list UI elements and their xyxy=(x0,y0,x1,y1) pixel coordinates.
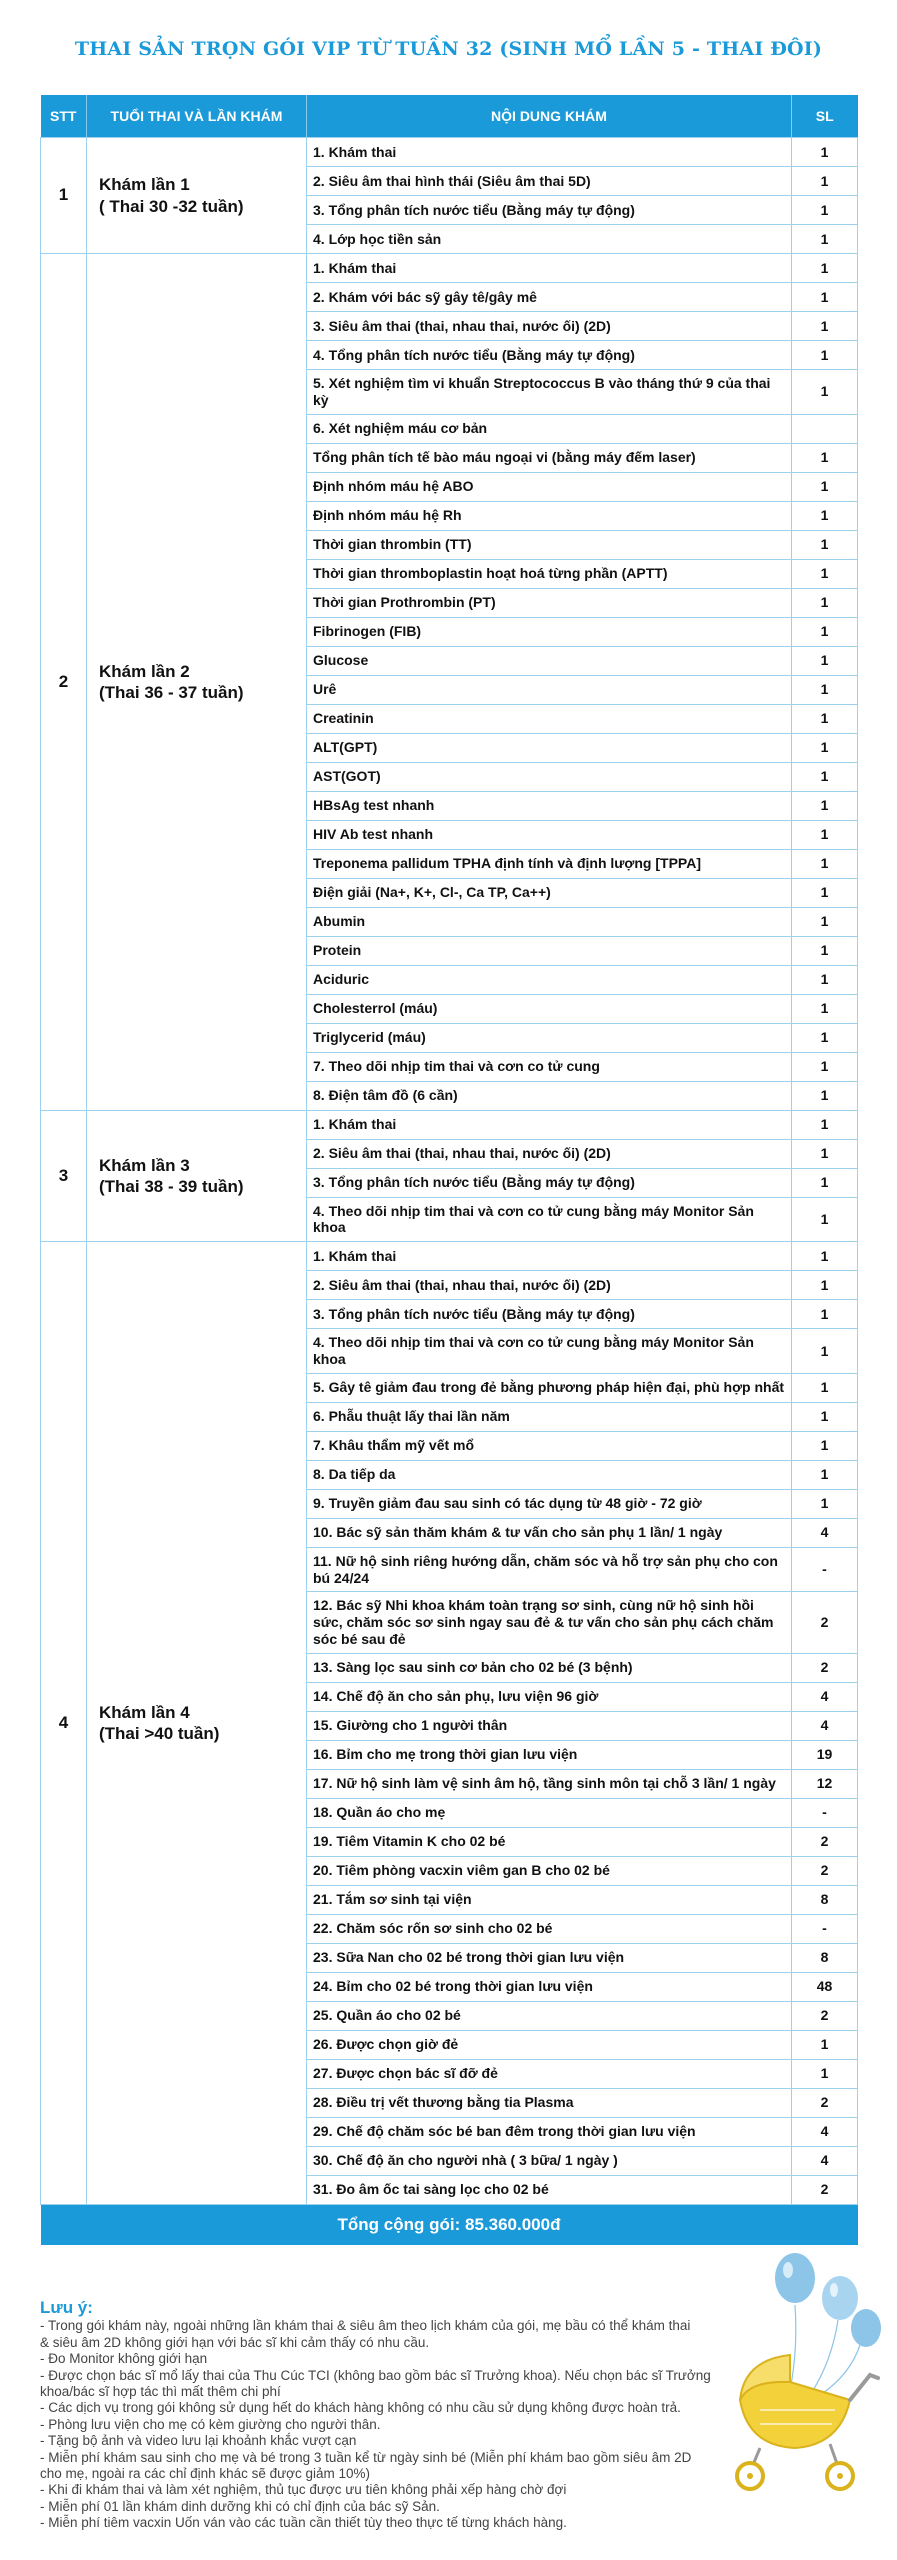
service-item: 25. Quần áo cho 02 bé xyxy=(307,2001,792,2030)
service-item: 2. Siêu âm thai (thai, nhau thai, nước ối) (2D) xyxy=(307,1271,792,1300)
service-quantity: 4 xyxy=(792,2146,858,2175)
service-quantity: 2 xyxy=(792,1592,858,1653)
service-quantity: 1 xyxy=(792,1489,858,1518)
service-item: HIV Ab test nhanh xyxy=(307,820,792,849)
service-quantity: 8 xyxy=(792,1943,858,1972)
service-item: 10. Bác sỹ sản thăm khám & tư vấn cho sản phụ 1 lần/ 1 ngày xyxy=(307,1518,792,1547)
visit-number: 3 xyxy=(41,1110,87,1242)
table-row xyxy=(41,254,858,283)
service-quantity: 1 xyxy=(792,762,858,791)
service-item: 24. Bỉm cho 02 bé trong thời gian lưu viện xyxy=(307,1972,792,2001)
service-quantity: 2 xyxy=(792,2088,858,2117)
service-item: 21. Tắm sơ sinh tại viện xyxy=(307,1885,792,1914)
service-quantity: 1 xyxy=(792,1300,858,1329)
service-quantity: 1 xyxy=(792,1081,858,1110)
service-quantity: - xyxy=(792,1914,858,1943)
service-quantity: 1 xyxy=(792,675,858,704)
service-item: Triglycerid (máu) xyxy=(307,1023,792,1052)
service-quantity: 19 xyxy=(792,1740,858,1769)
service-quantity: 1 xyxy=(792,370,858,415)
service-quantity: 1 xyxy=(792,1431,858,1460)
service-item: Fibrinogen (FIB) xyxy=(307,617,792,646)
header-stt: STT xyxy=(41,95,87,138)
note-line: - Phòng lưu viện cho mẹ có kèm giường cho người thân. xyxy=(40,2416,381,2432)
service-item: 15. Giường cho 1 người thân xyxy=(307,1711,792,1740)
baby-stroller-with-balloons-icon xyxy=(720,2210,890,2500)
service-quantity: 1 xyxy=(792,820,858,849)
service-item: Urê xyxy=(307,675,792,704)
service-item: 4. Theo dõi nhịp tim thai và cơn co tử cung bằng máy Monitor Sản khoa xyxy=(307,1329,792,1374)
service-item: Định nhóm máu hệ Rh xyxy=(307,501,792,530)
package-table xyxy=(40,95,858,2245)
service-quantity: 1 xyxy=(792,1460,858,1489)
service-quantity: 2 xyxy=(792,1856,858,1885)
service-item: 7. Theo dõi nhịp tim thai và cơn co tử cung xyxy=(307,1052,792,1081)
service-item: Glucose xyxy=(307,646,792,675)
page-title: THAI SẢN TRỌN GÓI VIP TỪ TUẦN 32 (SINH MỔ LẦN 5 - THAI ĐÔI) xyxy=(74,38,823,60)
note-line: - Khi đi khám thai và làm xét nghiệm, thủ tục được ưu tiên không phải xếp hàng chờ đợi xyxy=(40,2482,567,2498)
visit-label: Khám lần 2 xyxy=(99,661,190,681)
table-row xyxy=(41,138,858,167)
service-item: 9. Truyền giảm đau sau sinh có tác dụng từ 48 giờ - 72 giờ xyxy=(307,1489,792,1518)
service-item: 14. Chế độ ăn cho sản phụ, lưu viện 96 giờ xyxy=(307,1682,792,1711)
service-quantity: 1 xyxy=(792,196,858,225)
visit-gestation: ( Thai 30 -32 tuần) xyxy=(99,196,244,216)
service-quantity: 1 xyxy=(792,312,858,341)
service-item: Định nhóm máu hệ ABO xyxy=(307,472,792,501)
service-quantity: 1 xyxy=(792,2030,858,2059)
service-item: 7. Khâu thẩm mỹ vết mổ xyxy=(307,1431,792,1460)
visit-gestation: (Thai >40 tuần) xyxy=(99,1723,220,1743)
service-quantity: 1 xyxy=(792,1402,858,1431)
service-item: 4. Lớp học tiền sản xyxy=(307,225,792,254)
note-line: khoa/bác sĩ hợp tác thì mất thêm chi phí xyxy=(40,2384,281,2400)
service-quantity: 1 xyxy=(792,791,858,820)
service-item: ALT(GPT) xyxy=(307,733,792,762)
service-item: Abumin xyxy=(307,907,792,936)
visit-cell xyxy=(87,254,307,1111)
service-item: 11. Nữ hộ sinh riêng hướng dẫn, chăm sóc và hỗ trợ sản phụ cho con bú 24/24 xyxy=(307,1547,792,1592)
service-item: 1. Khám thai xyxy=(307,1110,792,1139)
visit-gestation: (Thai 36 - 37 tuần) xyxy=(99,682,244,702)
service-item: 4. Tổng phân tích nước tiểu (Bằng máy tự động) xyxy=(307,341,792,370)
service-quantity: 48 xyxy=(792,1972,858,2001)
service-quantity: 1 xyxy=(792,1110,858,1139)
visit-gestation: (Thai 38 - 39 tuần) xyxy=(99,1176,244,1196)
visit-number: 2 xyxy=(41,254,87,1111)
notes-title: Lưu ý: xyxy=(40,2298,93,2317)
service-quantity: 1 xyxy=(792,254,858,283)
service-item: 19. Tiêm Vitamin K cho 02 bé xyxy=(307,1827,792,1856)
service-item: 5. Gây tê giảm đau trong đẻ bằng phương pháp hiện đại, phù hợp nhất xyxy=(307,1373,792,1402)
service-quantity: 1 xyxy=(792,1242,858,1271)
service-quantity: 1 xyxy=(792,1373,858,1402)
service-item: 13. Sàng lọc sau sinh cơ bản cho 02 bé (3 bệnh) xyxy=(307,1653,792,1682)
visit-number: 4 xyxy=(41,1242,87,2205)
visit-label: Khám lần 1 xyxy=(99,175,190,195)
service-quantity: 1 xyxy=(792,283,858,312)
notes-section xyxy=(40,2300,740,2532)
service-quantity: 1 xyxy=(792,1139,858,1168)
service-quantity: 4 xyxy=(792,1711,858,1740)
visit-cell xyxy=(87,1242,307,2205)
service-quantity: 2 xyxy=(792,1653,858,1682)
service-item: HBsAg test nhanh xyxy=(307,791,792,820)
note-line: - Các dịch vụ trong gói không sử dụng hết do khách hàng không có nhu cầu sử dụng không được hoàn trả. xyxy=(40,2400,681,2416)
service-quantity: 1 xyxy=(792,936,858,965)
table-row xyxy=(41,1242,858,1271)
visit-cell xyxy=(87,138,307,254)
service-quantity: 1 xyxy=(792,2059,858,2088)
service-item: Cholesterrol (máu) xyxy=(307,994,792,1023)
note-line: - Miễn phí tiêm vacxin Uốn ván vào các tuần cần thiết tùy theo thực tế từng khách hàng. xyxy=(40,2515,567,2531)
service-item: 27. Được chọn bác sĩ đỡ đẻ xyxy=(307,2059,792,2088)
service-item: 12. Bác sỹ Nhi khoa khám toàn trạng sơ sinh, cùng nữ hộ sinh hồi sức, chăm sóc sơ sinh ngay sau đẻ & tư vấn cho sản phụ cách chăm sóc bé sau đẻ xyxy=(307,1592,792,1653)
service-item: 4. Theo dõi nhịp tim thai và cơn co tử cung bằng máy Monitor Sản khoa xyxy=(307,1197,792,1242)
service-quantity: 1 xyxy=(792,1168,858,1197)
service-item: 8. Điện tâm đồ (6 cần) xyxy=(307,1081,792,1110)
service-quantity: 1 xyxy=(792,472,858,501)
header-visit: TUỔI THAI VÀ LẦN KHÁM xyxy=(87,95,307,138)
table-header-row xyxy=(41,95,858,138)
service-item: 6. Xét nghiệm máu cơ bản xyxy=(307,414,792,443)
service-item: 2. Khám với bác sỹ gây tê/gây mê xyxy=(307,283,792,312)
service-item: 8. Da tiếp da xyxy=(307,1460,792,1489)
service-item: 6. Phẫu thuật lấy thai lần năm xyxy=(307,1402,792,1431)
service-item: 5. Xét nghiệm tìm vi khuẩn Streptococcus B vào tháng thứ 9 của thai kỳ xyxy=(307,370,792,415)
service-quantity: 2 xyxy=(792,2001,858,2030)
service-item: 3. Tổng phân tích nước tiểu (Bằng máy tự động) xyxy=(307,1300,792,1329)
visit-label: Khám lần 3 xyxy=(99,1155,190,1175)
service-item: 3. Tổng phân tích nước tiểu (Bằng máy tự động) xyxy=(307,1168,792,1197)
service-quantity: 1 xyxy=(792,138,858,167)
service-quantity: 8 xyxy=(792,1885,858,1914)
service-quantity: 1 xyxy=(792,443,858,472)
service-item: Creatinin xyxy=(307,704,792,733)
total-price: Tổng cộng gói: 85.360.000đ xyxy=(41,2204,858,2245)
service-quantity: 1 xyxy=(792,341,858,370)
service-item: 23. Sữa Nan cho 02 bé trong thời gian lưu viện xyxy=(307,1943,792,1972)
visit-label: Khám lần 4 xyxy=(99,1702,190,1722)
service-item: 2. Siêu âm thai (thai, nhau thai, nước ối) (2D) xyxy=(307,1139,792,1168)
service-quantity: 12 xyxy=(792,1769,858,1798)
service-item: 3. Tổng phân tích nước tiểu (Bằng máy tự động) xyxy=(307,196,792,225)
service-item: Thời gian thromboplastin hoạt hoá từng phần (APTT) xyxy=(307,559,792,588)
service-item: Điện giải (Na+, K+, Cl-, Ca TP, Ca++) xyxy=(307,878,792,907)
service-quantity: 1 xyxy=(792,501,858,530)
note-line: - Được chọn bác sĩ mổ lấy thai của Thu Cúc TCI (không bao gồm bác sĩ Trưởng khoa). Nếu chọn bác sĩ Trưởng xyxy=(40,2367,711,2383)
service-quantity xyxy=(792,414,858,443)
note-line: cho mẹ, ngoài ra các chỉ định khác sẽ được giảm 10%) xyxy=(40,2466,371,2482)
service-item: AST(GOT) xyxy=(307,762,792,791)
service-quantity: 1 xyxy=(792,733,858,762)
service-quantity: 1 xyxy=(792,646,858,675)
service-quantity: 2 xyxy=(792,1827,858,1856)
service-quantity: - xyxy=(792,1798,858,1827)
table-row xyxy=(41,1110,858,1139)
service-item: 1. Khám thai xyxy=(307,1242,792,1271)
service-quantity: 4 xyxy=(792,2117,858,2146)
service-quantity: 1 xyxy=(792,1052,858,1081)
table-body xyxy=(41,138,858,2205)
stroller-icon xyxy=(737,2355,878,2489)
header-quantity: SL xyxy=(792,95,858,138)
service-item: Thời gian thrombin (TT) xyxy=(307,530,792,559)
service-quantity: 1 xyxy=(792,849,858,878)
service-item: 26. Được chọn giờ đẻ xyxy=(307,2030,792,2059)
service-quantity: 1 xyxy=(792,530,858,559)
service-item: Aciduric xyxy=(307,965,792,994)
service-quantity: 4 xyxy=(792,1518,858,1547)
visit-cell xyxy=(87,1110,307,1242)
service-quantity: 2 xyxy=(792,2175,858,2204)
service-item: 31. Đo âm ốc tai sàng lọc cho 02 bé xyxy=(307,2175,792,2204)
service-quantity: 1 xyxy=(792,588,858,617)
service-item: 16. Bỉm cho mẹ trong thời gian lưu viện xyxy=(307,1740,792,1769)
service-quantity: 1 xyxy=(792,559,858,588)
service-item: Tổng phân tích tế bào máu ngoại vi (bằng máy đếm laser) xyxy=(307,443,792,472)
service-item: 17. Nữ hộ sinh làm vệ sinh âm hộ, tầng sinh môn tại chỗ 3 lần/ 1 ngày xyxy=(307,1769,792,1798)
note-line: - Trong gói khám này, ngoài những lần khám thai & siêu âm theo lịch khám của gói, mẹ bầu có thể khám thai xyxy=(40,2318,691,2334)
service-item: Thời gian Prothrombin (PT) xyxy=(307,588,792,617)
service-item: 30. Chế độ ăn cho người nhà ( 3 bữa/ 1 ngày ) xyxy=(307,2146,792,2175)
service-quantity: - xyxy=(792,1547,858,1592)
visit-number: 1 xyxy=(41,138,87,254)
service-quantity: 1 xyxy=(792,225,858,254)
service-item: Treponema pallidum TPHA định tính và định lượng [TPPA] xyxy=(307,849,792,878)
service-quantity: 1 xyxy=(792,1023,858,1052)
service-item: 18. Quần áo cho mẹ xyxy=(307,1798,792,1827)
service-quantity: 1 xyxy=(792,167,858,196)
service-item: 29. Chế độ chăm sóc bé ban đêm trong thời gian lưu viện xyxy=(307,2117,792,2146)
service-item: 22. Chăm sóc rốn sơ sinh cho 02 bé xyxy=(307,1914,792,1943)
header-content: NỘI DUNG KHÁM xyxy=(307,95,792,138)
service-quantity: 1 xyxy=(792,1329,858,1374)
service-quantity: 1 xyxy=(792,617,858,646)
note-line: - Tặng bộ ảnh và video lưu lại khoảnh khắc vượt cạn xyxy=(40,2433,357,2449)
note-line: & siêu âm 2D không giới hạn với bác sĩ khi cảm thấy có nhu cầu. xyxy=(40,2334,430,2350)
service-quantity: 1 xyxy=(792,878,858,907)
service-item: 2. Siêu âm thai hình thái (Siêu âm thai 5D) xyxy=(307,167,792,196)
service-quantity: 4 xyxy=(792,1682,858,1711)
service-quantity: 1 xyxy=(792,907,858,936)
service-quantity: 1 xyxy=(792,965,858,994)
service-item: 1. Khám thai xyxy=(307,138,792,167)
notes-list xyxy=(40,2318,740,2531)
service-quantity: 1 xyxy=(792,994,858,1023)
note-line: - Miễn phí 01 lần khám dinh dưỡng khi có chỉ định của bác sỹ Sản. xyxy=(40,2498,440,2514)
service-item: 1. Khám thai xyxy=(307,254,792,283)
service-quantity: 1 xyxy=(792,1271,858,1300)
note-line: - Miễn phí khám sau sinh cho mẹ và bé trong 3 tuần kể từ ngày sinh bé (Miễn phí khám bao gồm siêu âm 2D xyxy=(40,2449,692,2465)
service-item: 3. Siêu âm thai (thai, nhau thai, nước ối) (2D) xyxy=(307,312,792,341)
service-quantity: 1 xyxy=(792,1197,858,1242)
service-item: Protein xyxy=(307,936,792,965)
note-line: - Đo Monitor không giới hạn xyxy=(40,2351,208,2367)
service-item: 20. Tiêm phòng vacxin viêm gan B cho 02 bé xyxy=(307,1856,792,1885)
service-item: 28. Điều trị vết thương bằng tia Plasma xyxy=(307,2088,792,2117)
service-quantity: 1 xyxy=(792,704,858,733)
